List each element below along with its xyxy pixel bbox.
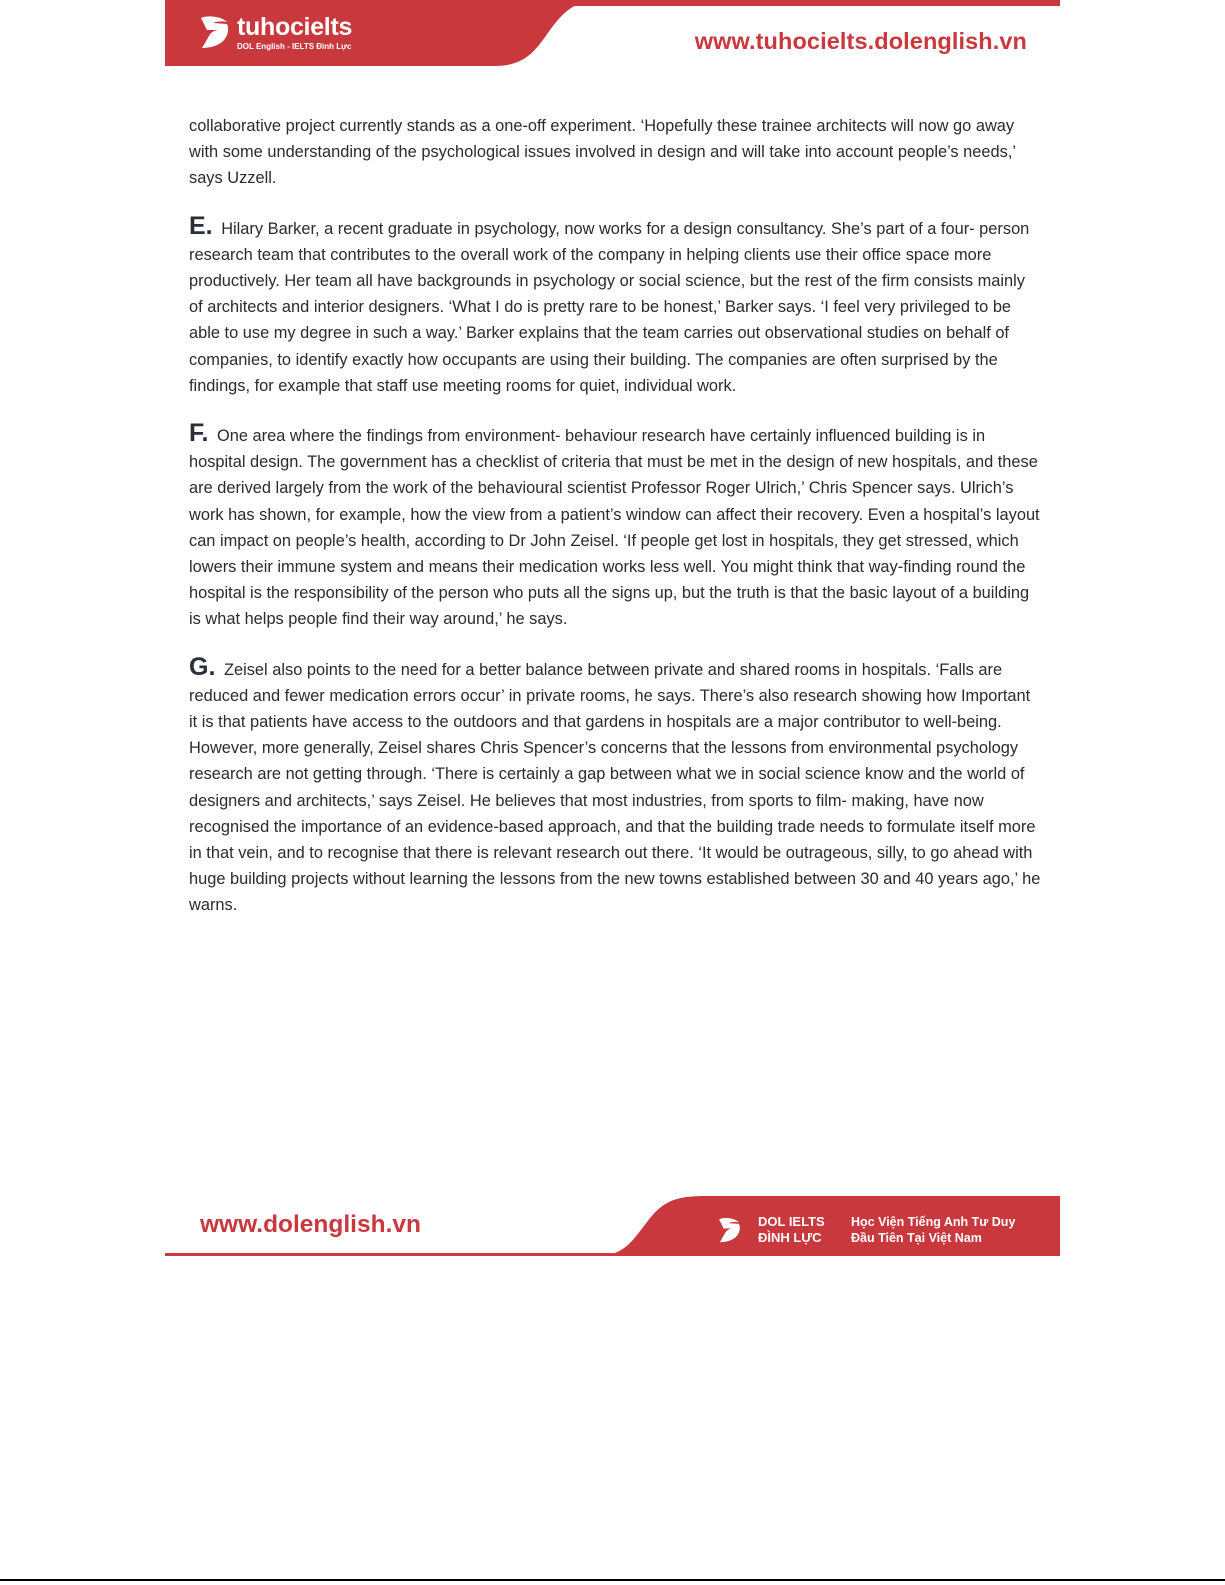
passage-intro: collaborative project currently stands as a one-off experiment. ‘Hopefully these trainee architects will now go away with some understanding of the psychological issues involved in design and will take into account people’s needs,’ says Uzzell. — [189, 117, 1016, 188]
paragraph-text: Zeisel also points to the need for a better balance between private and shared rooms in hospitals. ‘Falls are reduced and fewer medication errors occur’ in private rooms, he says. There’s also research showing how Important it is that patients have access to the outdoors and that gardens in hospitals are a major contributor to well-being. However, more generally, Zeisel shares Chris Spencer’s concerns that the lessons from environmental psychology research are not getting through. ‘There is certainly a gap between what we in social science know and the world of designers and architects,’ says Zeisel. He believes that most industries, from sports to film- making, have now recognised the importance of an evidence-based approach, and that the building trade needs to formulate itself more in that vein, and to recognise that there is relevant research out there. ‘It would be outrageous, silly, to go ahead with huge building projects without learning the lessons from the new towns established between 30 and 40 years ago,’ he warns. — [189, 660, 1041, 915]
brand-name: tuhocielts — [237, 13, 353, 41]
header-brand — [197, 14, 352, 54]
page-footer — [165, 1196, 1060, 1266]
passage-body — [189, 113, 1041, 919]
paragraph-letter: F. — [189, 419, 209, 448]
footer-tagline-line2: Đầu Tiên Tại Việt Nam — [851, 1231, 982, 1245]
paragraph-letter: G. — [189, 652, 216, 681]
footer-brand-line1: DOL IELTS — [758, 1214, 825, 1229]
page-bottom-rule — [0, 1579, 1225, 1581]
paragraph-e — [189, 211, 1041, 399]
footer-tagline-line1: Học Viện Tiếng Anh Tư Duy — [851, 1215, 1016, 1229]
paragraph-text: Hilary Barker, a recent graduate in psychology, now works for a design consultancy. She’s part of a four- person research team that contributes to the overall work of the company in helping clients use their office space more productively. Her team all have backgrounds in psychology or social science, but the rest of the firm consists mainly of architects and interior designers. ‘What I do is pretty rare to be honest,’ Barker says. ‘I feel very privileged to be able to use my degree in such a way.’ Barker explains that the team carries out observational studies on behalf of companies, to identify exactly how occupants are using their building. The companies are often surprised by the findings, for example that staff use meeting rooms for quiet, individual work. — [189, 219, 1030, 395]
footer-brand-line2: ĐÌNH LỰC — [758, 1230, 822, 1245]
header-site-link[interactable]: www.tuhocielts.dolenglish.vn — [694, 28, 1027, 54]
footer-tagline — [851, 1214, 1015, 1246]
brand-subtitle: DOL English - IELTS Đình Lực — [237, 42, 352, 51]
paragraph-g — [189, 652, 1041, 919]
footer-site-link[interactable]: www.dolenglish.vn — [200, 1211, 421, 1238]
paragraph-text: One area where the findings from environment- behaviour research have certainly influenced building is in hospital design. The government has a checklist of criteria that must be met in the design of new hospitals, and these are derived largely from the work of the behavioural scientist Professor Roger Ulrich,’ Chris Spencer says. Ulrich’s work has shown, for example, how the view from a patient’s window can affect their recovery. Even a hospital’s layout can impact on people’s health, according to Dr John Zeisel. ‘If people get lost in hospitals, they get stressed, which lowers their immune system and means their medication works less well. You might think that way-finding round the hospital is the responsibility of the person who puts all the signs up, but the truth is that the basic layout of a building is what helps people find their way around,’ he says. — [189, 427, 1040, 629]
paragraph-letter: E. — [189, 211, 213, 240]
dol-logo-icon — [716, 1212, 742, 1248]
paragraph-f — [189, 419, 1041, 633]
brand-logo-icon — [197, 14, 231, 50]
page-header — [165, 0, 1060, 67]
footer-brand — [758, 1214, 825, 1246]
